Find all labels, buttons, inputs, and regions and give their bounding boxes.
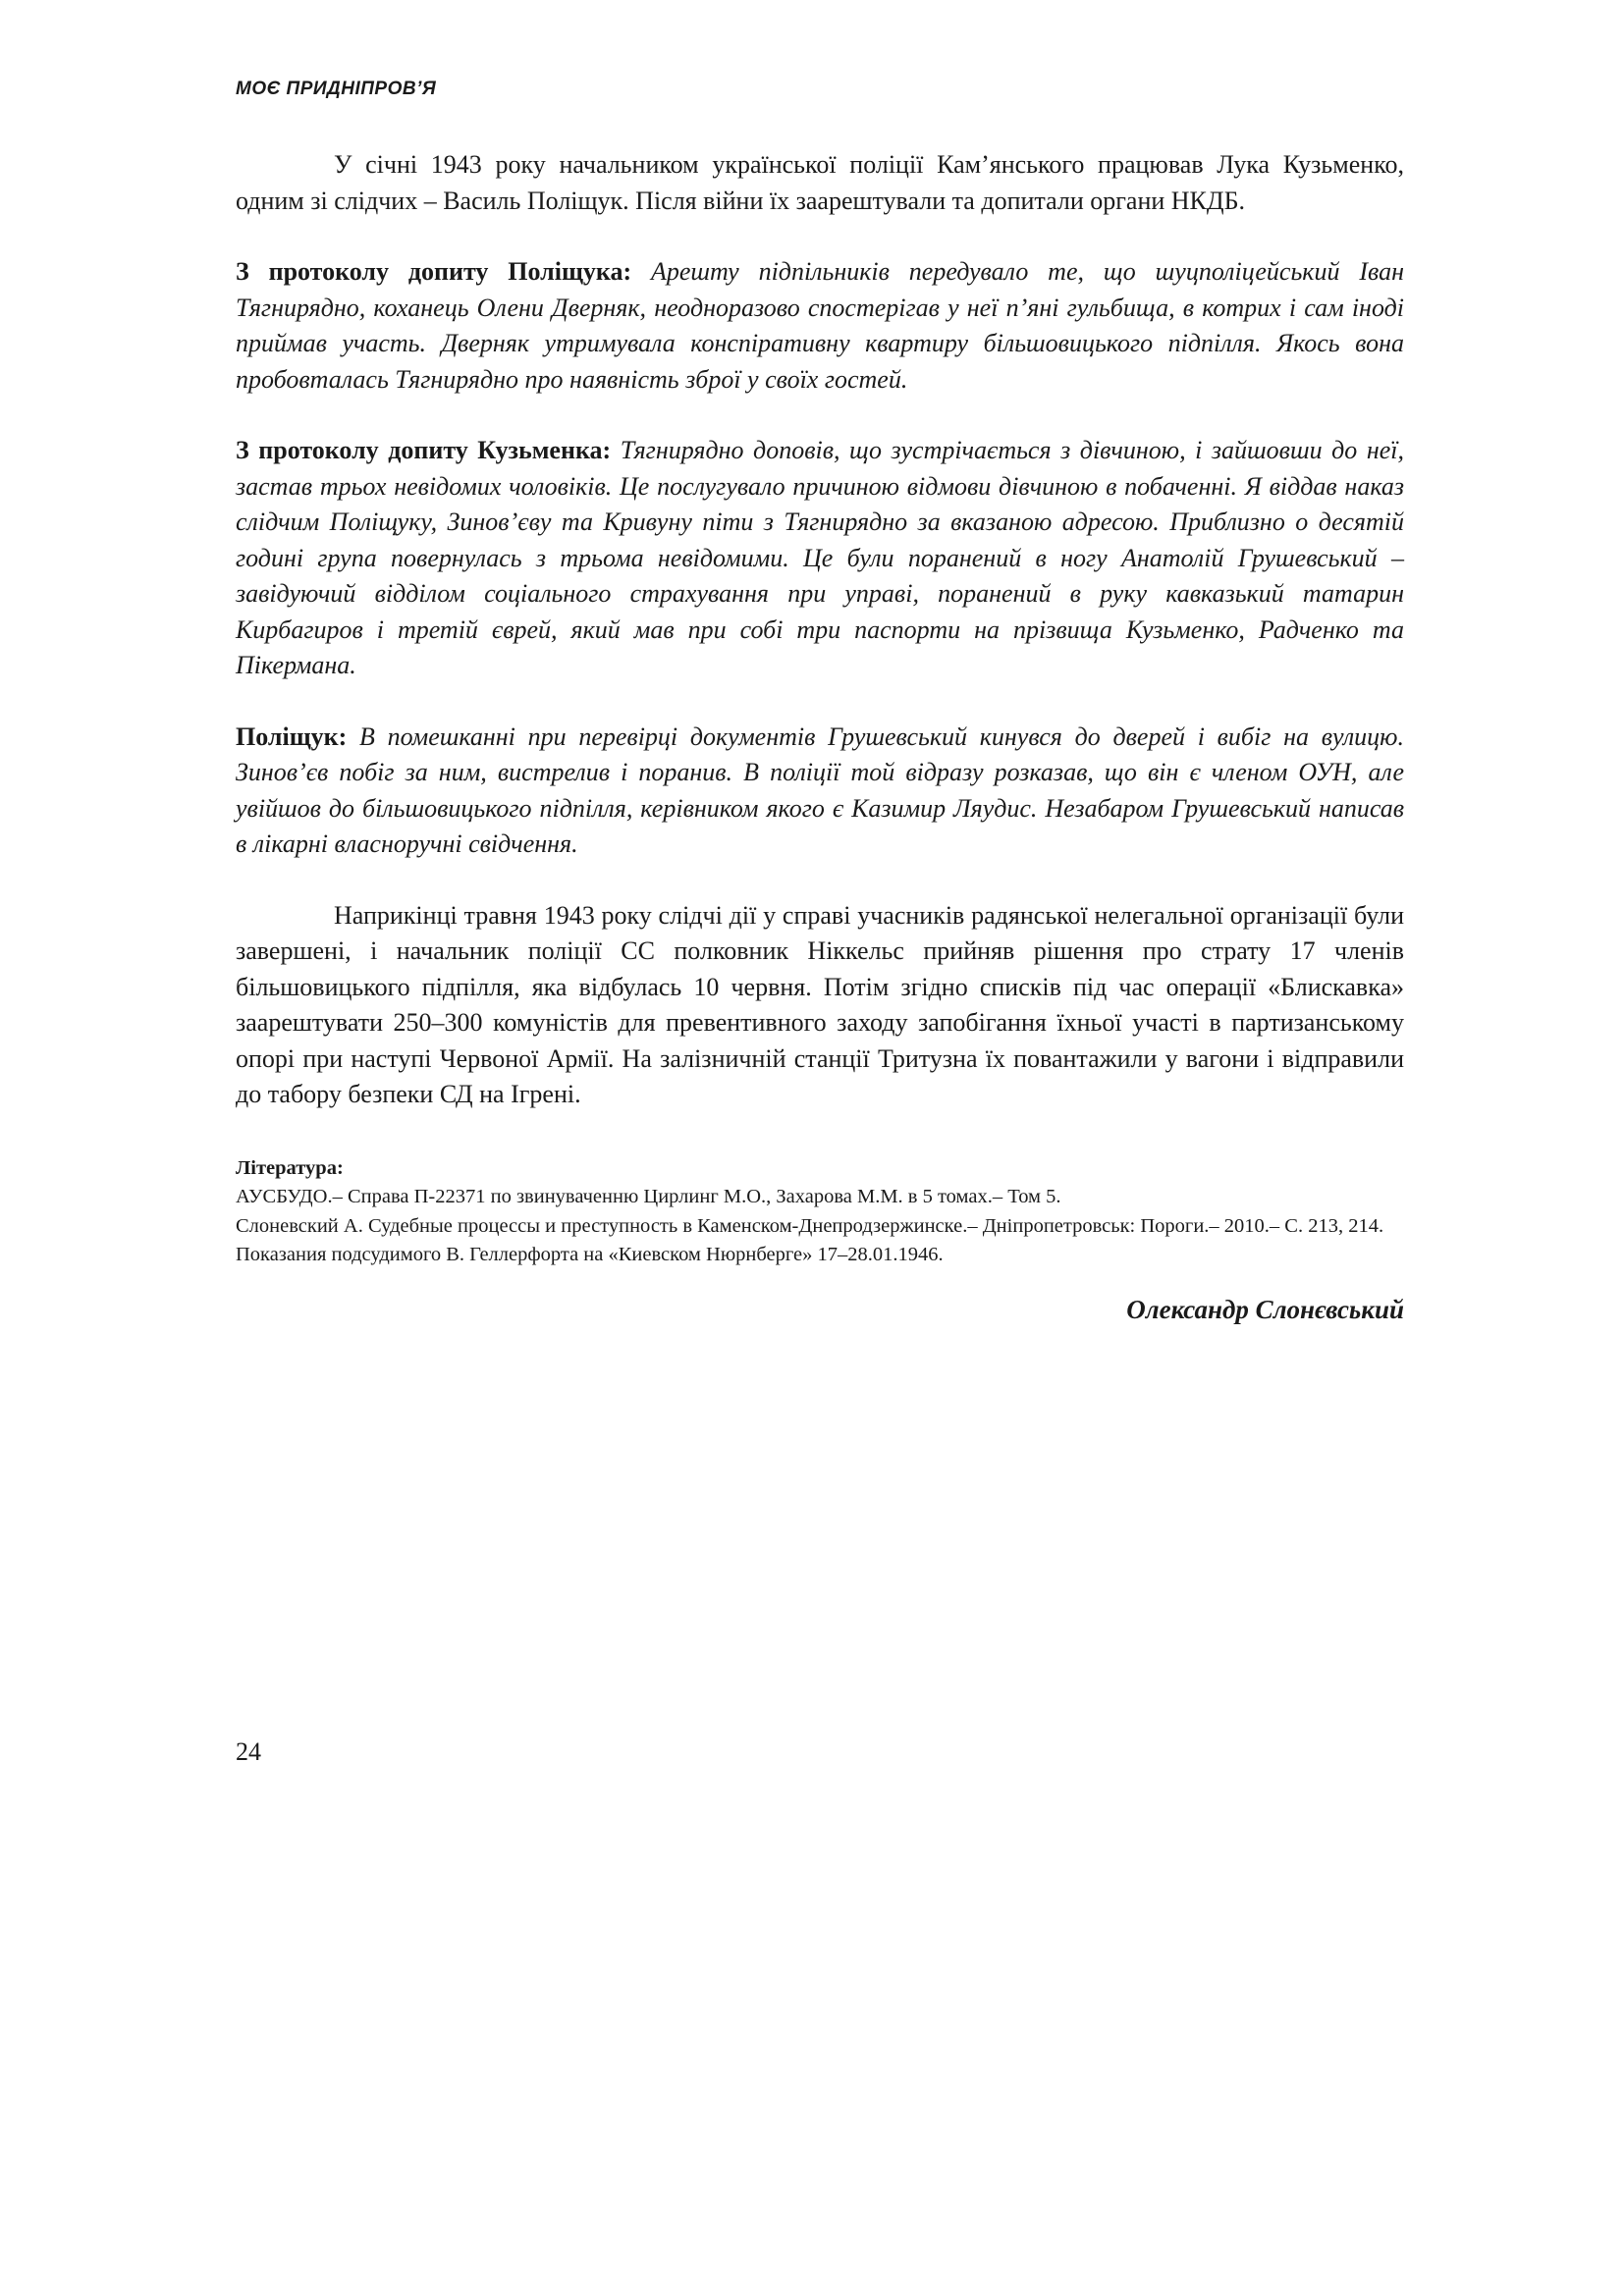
paragraph-conclusion: Наприкінці травня 1943 року слідчі дії у справі учасників радянської нелегальної організації були завершені, і начальник поліції СС полковник Ніккельс прийняв рішення про страту 17 членів більшовицького підпілля, яка відбулась 10 червня. Потім згідно списків під час операції «Блискавка» заарештувати 250–300 комуністів для превентивного заходу запобігання їхньої участі в партизанському опорі при наступі Червоної Армії. На залізничній станції Тритузна їх повантажили у вагони і відправили до табору безпеки СД на Ігрені. — [236, 900, 1404, 1108]
paragraph-quote: В помешканні при перевірці документів Грушевський кинувся до дверей і вибіг на вулицю. Зинов’єв побіг за ним, вистрелив і поранив. В поліції той відразу розказав, що він є членом ОУН, але увійшов до більшовицького підпілля, керівником якого є Казимир Ляудис. Незабаром Грушевський написав в лікарні власноручні свідчення. — [236, 721, 1405, 858]
literature-section — [236, 1154, 1404, 1270]
paragraph-lead: Поліщук: — [236, 721, 348, 751]
literature-item: Слоневский А. Судебные процессы и преступность в Каменском-Днепродзержинске.– Дніпропетровськ: Пороги.– 2010.– С. 213, 214. — [236, 1214, 1384, 1237]
paragraph-intro: У січні 1943 року начальником української поліції Кам’янського працював Лука Кузьменко, одним зі слідчих – Василь Поліщук. Після війни їх заарештували та допитали органи НКДБ. — [236, 150, 1404, 215]
paragraph-quote: Тягнирядно доповів, що зустрічається з дівчиною, і зайшовши до неї, застав трьох невідомих чоловіків. Це послугувало причиною відмови дівчиною в побаченні. Я віддав наказ слідчим Поліщуку, Зинов’єву та Кривуну піти з Тягнирядно за вказаною адресою. Приблизно о десятій годині група повернулась з трьома невідомими. Це були поранений в ногу Анатолій Грушевський – завідуючий відділом соціального страхування при управі, поранений в руку кавказький татарин Кирбагиров і третій єврей, який мав при собі три паспорти на прізвища Кузьменко, Радченко та Пікермана. — [236, 436, 1404, 679]
page-number: 24 — [236, 1737, 261, 1766]
running-header: МОЄ ПРИДНІПРОВ’Я — [236, 79, 437, 99]
paragraph-quote: Арешту підпільників передувало те, що шуцполіцейський Іван Тягнирядно, коханець Олени Дверняк, неодноразово спостерігав у неї п’яні гульбища, в котрих і сам іноді приймав участь. Дверняк утримувала конспіративну квартиру більшовицького підпілля. Якось вона пробовталась Тягнирядно про наявність зброї у своїх гостей. — [236, 257, 1404, 394]
literature-item: Показания подсудимого В. Геллерфорта на «Киевском Нюрнберге» 17–28.01.1946. — [236, 1244, 944, 1265]
paragraph-kuzmenko-protocol — [236, 433, 1404, 684]
article-body — [236, 147, 1404, 1327]
paragraph-polishchuk-statement — [236, 720, 1404, 863]
paragraph-lead: З протоколу допиту Поліщука: — [236, 257, 632, 286]
paragraph-lead: З протоколу допиту Кузьменка: — [236, 436, 612, 464]
literature-item: АУСБУДО.– Справа П-22371 по звинуваченню Цирлинг М.О., Захарова М.М. в 5 томах.– Том 5. — [236, 1186, 1061, 1207]
literature-heading: Література: — [236, 1156, 344, 1179]
paragraph-polishchuk-protocol — [236, 254, 1404, 398]
author-signature: Олександр Слонєвський — [1126, 1294, 1404, 1324]
